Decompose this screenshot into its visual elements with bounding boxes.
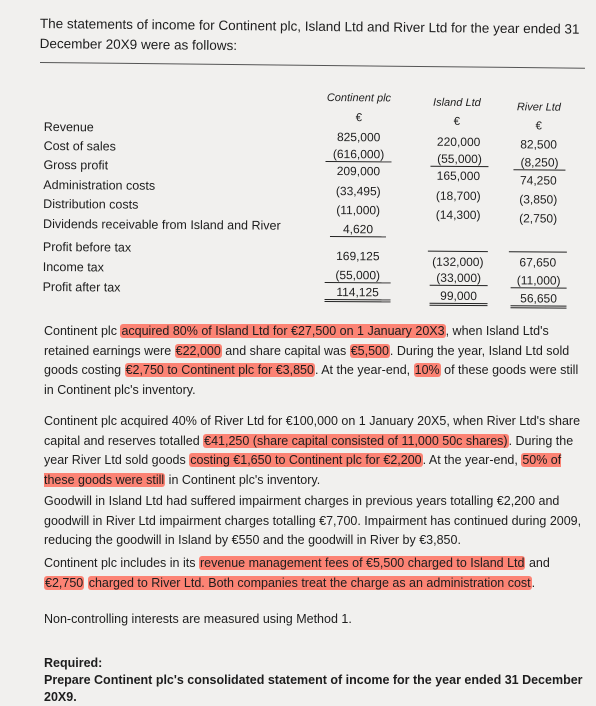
cell-value: 825,000 — [336, 130, 381, 145]
cell-value: 209,000 — [336, 164, 381, 179]
currency-river: € — [535, 120, 543, 133]
cell-value: (55,000) — [325, 268, 391, 283]
paragraph-river-acquisition: Continent plc acquired 40% of River Ltd for €100,000 on 1 January 20X5, when River Ltd's share capital and reserves totalled €41,250 (share capital consisted of 11,000 50c shares). During the year River Ltd sold goods costing €1,650 to Continent plc for €2,200. At the year-end, 50% of these goods were still in Continent plc's inventory. — [44, 414, 581, 487]
cell-value: (132,000) — [428, 251, 488, 269]
highlight: costing €1,650 to Continent plc for €2,200 — [190, 453, 422, 467]
income-statement-table — [42, 90, 589, 306]
highlight: €2,750 to Continent plc for €3,850 — [125, 363, 314, 377]
row-label: Profit after tax — [42, 279, 121, 295]
cell-value: (55,000) — [430, 152, 488, 167]
highlight: 50% of these goods were still — [44, 453, 562, 487]
row-label: Dividends receivable from Island and River — [43, 216, 281, 233]
cell-value: 82,500 — [520, 137, 558, 152]
highlight: €22,000 — [175, 343, 221, 358]
row-label: Administration costs — [43, 177, 156, 193]
cell-value: 169,125 — [336, 249, 380, 264]
row-label: Revenue — [43, 119, 94, 135]
highlight: €5,500 — [350, 343, 389, 358]
column-header-continent: Continent plc — [326, 91, 392, 105]
paragraph-nci-method: Non-controlling interests are measured using Method 1. — [44, 612, 352, 626]
cell-value: 4,620 — [330, 222, 386, 237]
cell-value: (3,850) — [519, 192, 558, 207]
cell-value: (616,000) — [326, 147, 392, 162]
cell-value: 74,250 — [519, 173, 557, 188]
highlight: acquired 80% of Island Ltd for €27,500 on 1 January 20X3 — [121, 324, 445, 338]
paragraph-goodwill: Goodwill in Island Ltd had suffered impairment charges in previous years totalling €2,200 and goodwill in River Ltd impairment charges totalling €7,700. Impairment has continued during 2009, reducing the goodwill in Island by €550 and the goodwill in River by €3,850. — [44, 494, 582, 547]
cell-value: (33,000) — [430, 271, 488, 286]
required-label: Required: — [44, 656, 103, 670]
currency-continent: € — [355, 112, 363, 125]
highlight: charged to River Ltd. Both companies treat the charge as an administration cost — [88, 575, 531, 590]
highlight: 10% — [414, 363, 440, 377]
paragraph-island-acquisition: Continent plc acquired 80% of Island Ltd for €27,500 on 1 January 20X3, when Island Ltd's retained earnings were €22,000 and share capital was €5,500. During the year, Island Ltd sold goods costing €2,750 to Continent plc for €3,850. At the year-end, 10% of these goods were still in Continent plc's inventory. — [44, 324, 579, 397]
row-label: Profit before tax — [42, 239, 132, 255]
row-label: Gross profit — [43, 157, 109, 173]
row-label: Distribution costs — [43, 196, 139, 212]
column-header-river: River Ltd — [516, 101, 561, 114]
highlight: revenue management fees of €5,500 charged to Island Ltd — [199, 556, 525, 570]
cell-value: 56,650 — [510, 291, 566, 308]
highlight: €41,250 (share capital consisted of 11,000 50c shares) — [204, 433, 508, 448]
cell-value: (33,495) — [335, 184, 381, 199]
cell-value: (8,250) — [513, 155, 565, 170]
cell-value: 114,125 — [325, 285, 391, 302]
cell-value: 99,000 — [430, 289, 488, 306]
cell-value: (2,750) — [519, 211, 558, 226]
cell-value: (11,000) — [336, 203, 381, 218]
required-text: Prepare Continent plc's consolidated statement of income for the year ended 31 December 20X9. — [44, 673, 583, 704]
cell-value: 165,000 — [436, 168, 481, 184]
currency-island: € — [453, 115, 461, 128]
cell-value: (14,300) — [435, 207, 481, 223]
question-title: The statements of income for Continent plc, Island Ltd and River Ltd for the year ended 31 December 20X9 were as follows: — [39, 15, 580, 54]
row-label: Income tax — [42, 259, 104, 275]
paragraph-management-fees: Continent plc includes in its revenue management fees of €5,500 charged to Island Ltd and €2,750 charged to River Ltd. Both companies treat the charge as an administration cost. — [44, 556, 550, 590]
cell-value: 220,000 — [436, 134, 481, 150]
column-header-island: Island Ltd — [433, 96, 481, 110]
required-section — [44, 655, 584, 706]
cell-value: 67,650 — [509, 251, 567, 269]
row-label: Cost of sales — [43, 138, 116, 154]
cell-value: (18,700) — [435, 188, 481, 204]
highlight: €2,750 — [45, 575, 84, 590]
cell-value: (11,000) — [511, 273, 567, 288]
header-divider — [40, 62, 585, 69]
